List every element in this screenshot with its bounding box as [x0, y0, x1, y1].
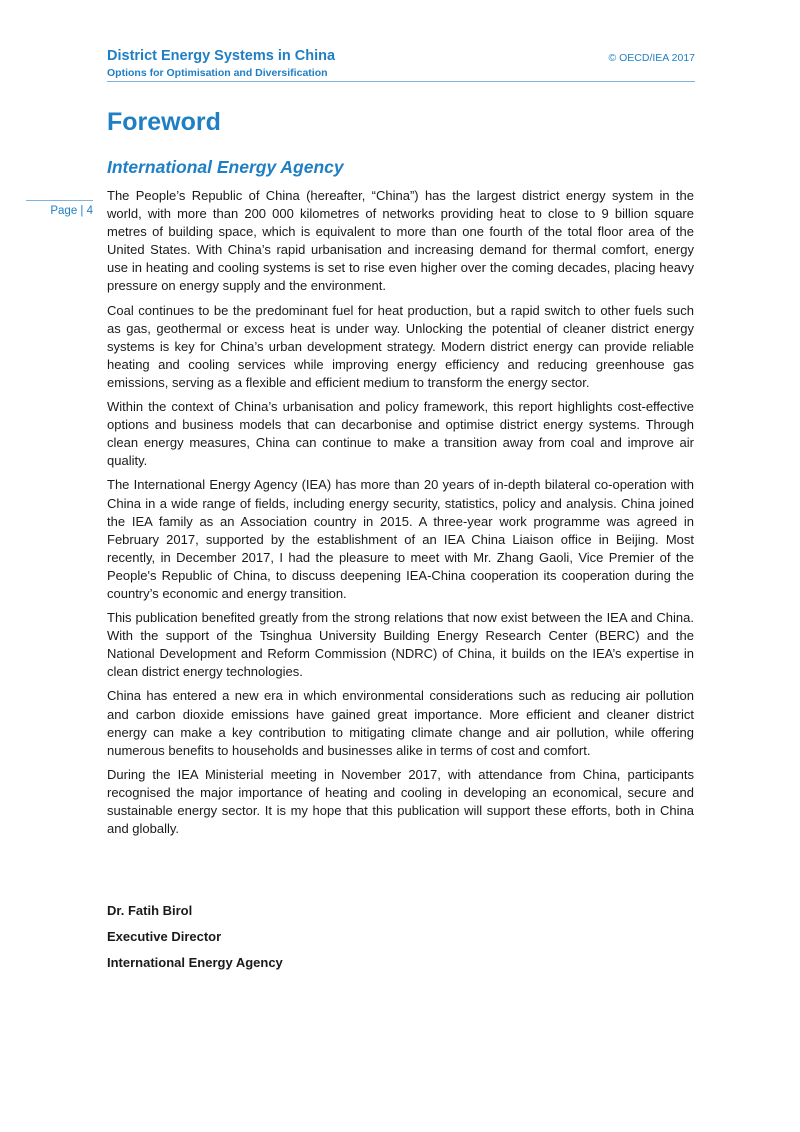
page-number: Page | 4 [50, 205, 93, 217]
page-title: Foreword [107, 108, 221, 136]
signatory-role: Executive Director [107, 929, 222, 944]
paragraph: The International Energy Agency (IEA) has more than 20 years of in-depth bilateral co-operation with China in a wide range of fields, including energy security, statistics, policy and analysis. China joined the IEA family as an Association country in 2015. A three-year work programme was agreed in February 2017, supported by the establishment of an IEA China Liaison office in Beijing. Most recently, in December 2017, I had the pleasure to meet with Mr. Zhang Gaoli, Vice Premier of the People's Republic of China, to discuss deepening IEA-China cooperation its cooperation during the country’s economic and energy transition. [107, 477, 694, 601]
paragraph: The People’s Republic of China (hereafter, “China”) has the largest district energy system in the world, with more than 200 000 kilometres of networks providing heat to close to 9 billion square metres of building space, which is equivalent to more than one fourth of the total floor area of the United States. With China’s rapid urbanisation and increasing demand for thermal comfort, energy use in heating and cooling systems is set to rise even higher over the coming decades, placing heavy pressure on energy supply and the environment. [107, 188, 694, 294]
paragraph: Coal continues to be the predominant fuel for heat production, but a rapid switch to other fuels such as gas, geothermal or excess heat is under way. Unlocking the potential of cleaner district energy systems is key for China’s urban development strategy. Modern district energy can provide reliable heating and cooling services while improving energy efficiency and reducing greenhouse gas emissions, serving as a flexible and efficient medium to transform the energy sector. [107, 302, 694, 390]
copyright-notice: © OECD/IEA 2017 [608, 52, 695, 64]
signature-block [107, 902, 283, 980]
paragraph: During the IEA Ministerial meeting in November 2017, with attendance from China, participants recognised the major importance of heating and cooling in developing an economical, secure and sustainable energy sector. It is my hope that this publication will support these efforts, both in China and globally. [107, 766, 694, 837]
header-divider [107, 81, 695, 82]
paragraph: China has entered a new era in which environmental considerations such as reducing air pollution and carbon dioxide emissions have gained great importance. More efficient and cleaner district energy can make a key contribution to mitigating climate change and air pollution, while offering numerous benefits to households and businesses alike in terms of cost and comfort. [107, 688, 694, 758]
foreword-body [107, 187, 694, 844]
signatory-organisation: International Energy Agency [107, 955, 283, 970]
signatory-name: Dr. Fatih Birol [107, 903, 193, 918]
running-header-title: District Energy Systems in China [107, 48, 336, 64]
running-header-subtitle: Options for Optimisation and Diversification [107, 67, 328, 79]
paragraph: Within the context of China’s urbanisation and policy framework, this report highlights cost-effective options and business models that can decarbonise and optimise district energy systems. Through clean energy measures, China can continue to make a transition away from coal and improve air quality. [107, 399, 694, 469]
section-subtitle: International Energy Agency [107, 157, 344, 177]
paragraph: This publication benefited greatly from the strong relations that now exist between the IEA and China. With the support of the Tsinghua University Building Energy Research Center (BERC) and the National Development and Reform Commission (NDRC) of China, it builds on the IEA’s expertise in clean district energy technologies. [107, 610, 694, 680]
page-number-divider [26, 200, 93, 201]
